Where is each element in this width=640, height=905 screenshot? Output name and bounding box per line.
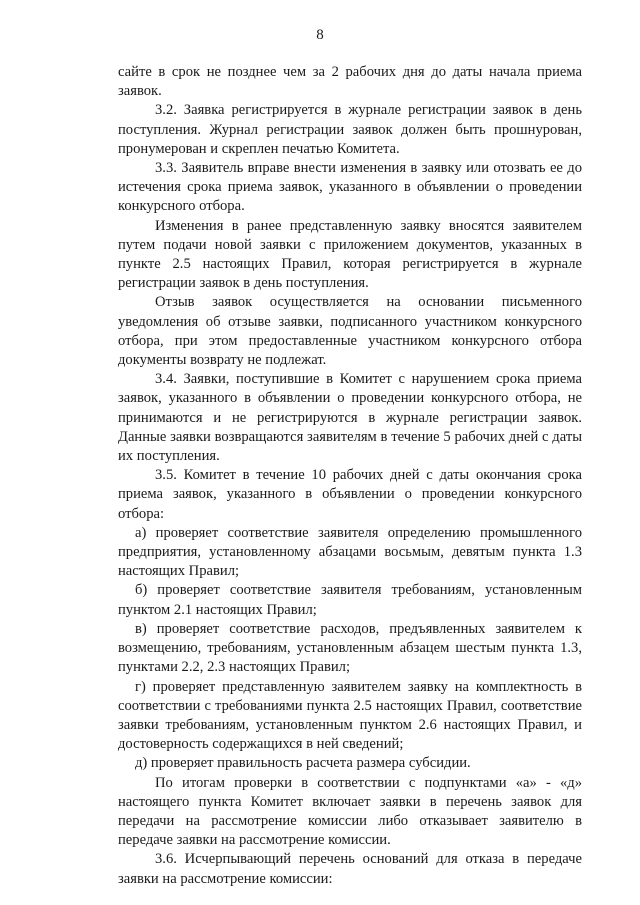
paragraph-changes: Изменения в ранее представленную заявку вносятся заявителем путем подачи новой заявки с приложением документов, указанных в пункте 2.5 настоящих Правил, которая регистрируется в журнале регистрации заявок в день поступления. [118,217,582,292]
paragraph-3-6: 3.6. Исчерпывающий перечень оснований для отказа в передаче заявки на рассмотрение комиссии: [118,851,582,887]
paragraph-3-2: 3.2. Заявка регистрируется в журнале регистрации заявок в день поступления. Журнал регистрации заявок должен быть прошнурован, пронумерован и скреплен печатью Комитета. [118,102,582,157]
document-body [118,63,582,889]
list-item-v: в) проверяет соответствие расходов, предъявленных заявителем к возмещению, требованиям, установленным абзацем шестым пункта 1.3, пунктами 2.2, 2.3 настоящих Правил; [118,620,582,676]
paragraph-3-5: 3.5. Комитет в течение 10 рабочих дней с даты окончания срока приема заявок, указанного в объявлении о проведении конкурсного отбора: [118,467,582,522]
page-number: 8 [316,27,324,43]
list-item-a: а) проверяет соответствие заявителя определению промышленного предприятия, установленному абзацами восьмым, девятым пункта 1.3 настоящих Правил; [118,524,582,580]
list-item-d: д) проверяет правильность расчета размера субсидии. [135,755,471,772]
paragraph-continuation: сайте в срок не позднее чем за 2 рабочих дня до даты начала приема заявок. [118,64,582,100]
list-item-g: г) проверяет представленную заявителем заявку на комплектность в соответствии с требованиями пункта 2.5 настоящих Правил, соответствие заявки требованиям, установленным пунктом 2.6 настоящих Правил, и достоверность содержащихся в ней сведений; [118,678,582,753]
list-item-b: б) проверяет соответствие заявителя требованиям, установленным пунктом 2.1 настоящих Правил; [118,582,582,618]
paragraph-3-3: 3.3. Заявитель вправе внести изменения в заявку или отозвать ее до истечения срока приема заявок, указанного в объявлении о проведении конкурсного отбора. [118,160,582,215]
paragraph-results: По итогам проверки в соответствии с подпунктами «а» - «д» настоящего пункта Комитет включает заявки в перечень заявок для передачи на рассмотрение комиссии либо отказывает заявителю в передаче заявки на рассмотрение комиссии. [118,774,582,849]
paragraph-3-4: 3.4. Заявки, поступившие в Комитет с нарушением срока приема заявок, указанного в объявлении о проведении конкурсного отбора, не принимаются и не регистрируются в журнале регистрации заявок. Данные заявки возвращаются заявителям в течение 5 рабочих дней с даты их поступления. [118,371,582,465]
paragraph-withdrawal: Отзыв заявок осуществляется на основании письменного уведомления об отзыве заявки, подписанного участником конкурсного отбора, при этом предоставленные участником конкурсного отбора документы возврату не подлежат. [118,294,582,369]
